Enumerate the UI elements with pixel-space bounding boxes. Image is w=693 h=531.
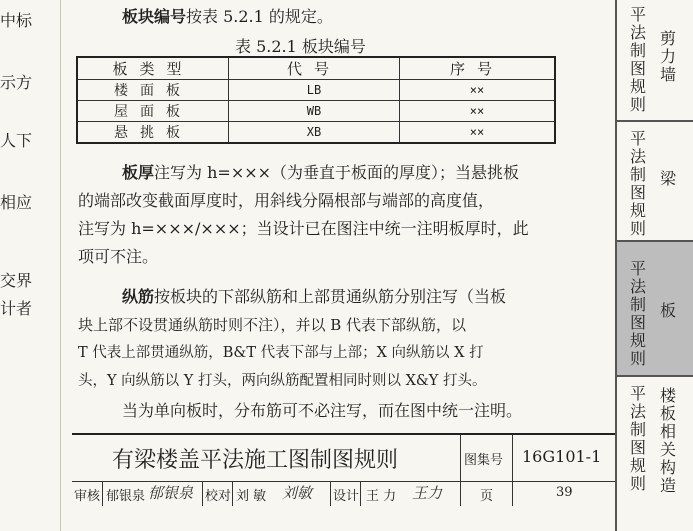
cell-code: WB: [229, 101, 400, 122]
paragraph-line: 的端部改变截面厚度时，用斜线分隔根部与端部的高度值，: [78, 191, 495, 210]
checker-signature: 刘敏: [282, 484, 313, 502]
cell-type: 楼面板: [77, 80, 229, 101]
signature-divider: [232, 482, 233, 506]
tab-label-rules: 平法制图规则: [629, 259, 646, 368]
page-gutter: [60, 0, 61, 531]
paragraph-line: 项可不注。: [78, 247, 159, 266]
table-row: [77, 101, 555, 122]
signature-divider: [202, 482, 203, 506]
thickness-paragraph: [78, 159, 558, 271]
signature-divider: [360, 482, 361, 506]
atlas-label: 图集号: [464, 453, 504, 468]
thickness-term: 板厚: [122, 163, 155, 182]
tab-label-topic: 剪力墙: [659, 29, 676, 84]
designer-signature: 王力: [412, 484, 443, 502]
checker-name: 刘 敏: [236, 489, 267, 504]
prev-page-fragment: 交界: [0, 271, 33, 290]
tab-label-rules: 平法制图规则: [629, 5, 646, 114]
review-label: 审核: [74, 489, 101, 504]
check-label: 校对: [205, 489, 232, 504]
header-code: 代号: [229, 57, 400, 80]
tab-floor-structure[interactable]: [617, 377, 693, 531]
prev-page-fragment: 相应: [0, 193, 33, 212]
tab-label-topic: 楼板相关构造: [659, 386, 676, 495]
cell-seq: ××: [400, 122, 556, 144]
reviewer-name: 郁银泉: [106, 489, 146, 504]
drawing-title-block: [72, 433, 615, 506]
table-caption: 表 5.2.1 板块编号: [235, 37, 366, 56]
signature-row: [72, 482, 615, 506]
signature-divider: [102, 482, 103, 506]
page-number: 39: [556, 485, 573, 500]
paragraph-line: T 代表上部贯通纵筋，B&T 代表下部与上部；X 向纵筋以 X 打: [78, 345, 484, 361]
signature-divider: [330, 482, 331, 506]
paragraph-line: 注写为 h=×××/×××；当设计已在图注中统一注明板厚时，此: [78, 219, 529, 238]
tab-label-rules: 平法制图规则: [629, 384, 646, 493]
cell-seq: ××: [400, 80, 556, 101]
chapter-sidebar: [615, 0, 693, 531]
designer-name: 王 力: [366, 489, 397, 504]
atlas-code: 16G101-1: [522, 447, 602, 466]
tab-shear-wall[interactable]: [617, 0, 693, 122]
tab-beam[interactable]: [617, 122, 693, 242]
rebar-paragraph: [78, 283, 558, 395]
paragraph-line: [78, 283, 558, 311]
tab-slab[interactable]: [617, 242, 693, 377]
table-row: [77, 122, 555, 144]
cell-code: XB: [229, 122, 400, 144]
header-sequence: 序号: [400, 57, 556, 80]
paragraph-line: 块上部不设贯通纵筋时则不注），并以 B 代表下部纵筋，以: [78, 316, 467, 334]
prev-page-fragment: 示方: [0, 73, 33, 92]
prev-page-fragment: 中标: [0, 11, 33, 30]
tab-label-rules: 平法制图规则: [629, 129, 646, 238]
table-row: [77, 80, 555, 101]
cell-code: LB: [229, 80, 400, 101]
table-header-row: [77, 57, 555, 80]
reviewer-signature: 郁银泉: [148, 484, 194, 502]
previous-page-edge: [0, 0, 60, 531]
prev-page-fragment: 人下: [0, 131, 33, 150]
intro-text: 按表 5.2.1 的规定。: [186, 7, 333, 26]
tab-label-topic: 板: [659, 301, 676, 320]
intro-term: 板块编号: [122, 7, 187, 26]
slab-number-table: [76, 56, 556, 144]
prev-page-fragment: 计者: [0, 299, 33, 318]
design-label: 设计: [333, 489, 360, 504]
paragraph-line: 头，Y 向纵筋以 Y 打头，两向纵筋配置相同时则以 X&Y 打头。: [78, 373, 487, 389]
cell-seq: ××: [400, 101, 556, 122]
rebar-term: 纵筋: [122, 287, 155, 306]
page-label: 页: [480, 489, 494, 504]
single-way-note: 当为单向板时，分布筋可不必注写，而在图中统一注明。: [122, 401, 523, 420]
paragraph-line: [78, 159, 558, 187]
paragraph-text: 注写为 h=×××（为垂直于板面的厚度）；当悬挑板: [154, 163, 520, 182]
header-slab-type: 板类型: [77, 57, 229, 80]
tab-label-topic: 梁: [659, 169, 676, 188]
paragraph-text: 按板块的下部纵筋和上部贯通纵筋分别注写（当板: [154, 287, 507, 306]
cell-type: 悬挑板: [77, 122, 229, 144]
cell-type: 屋面板: [77, 101, 229, 122]
intro-line: [122, 4, 333, 27]
drawing-title: 有梁楼盖平法施工图制图规则: [112, 448, 399, 473]
